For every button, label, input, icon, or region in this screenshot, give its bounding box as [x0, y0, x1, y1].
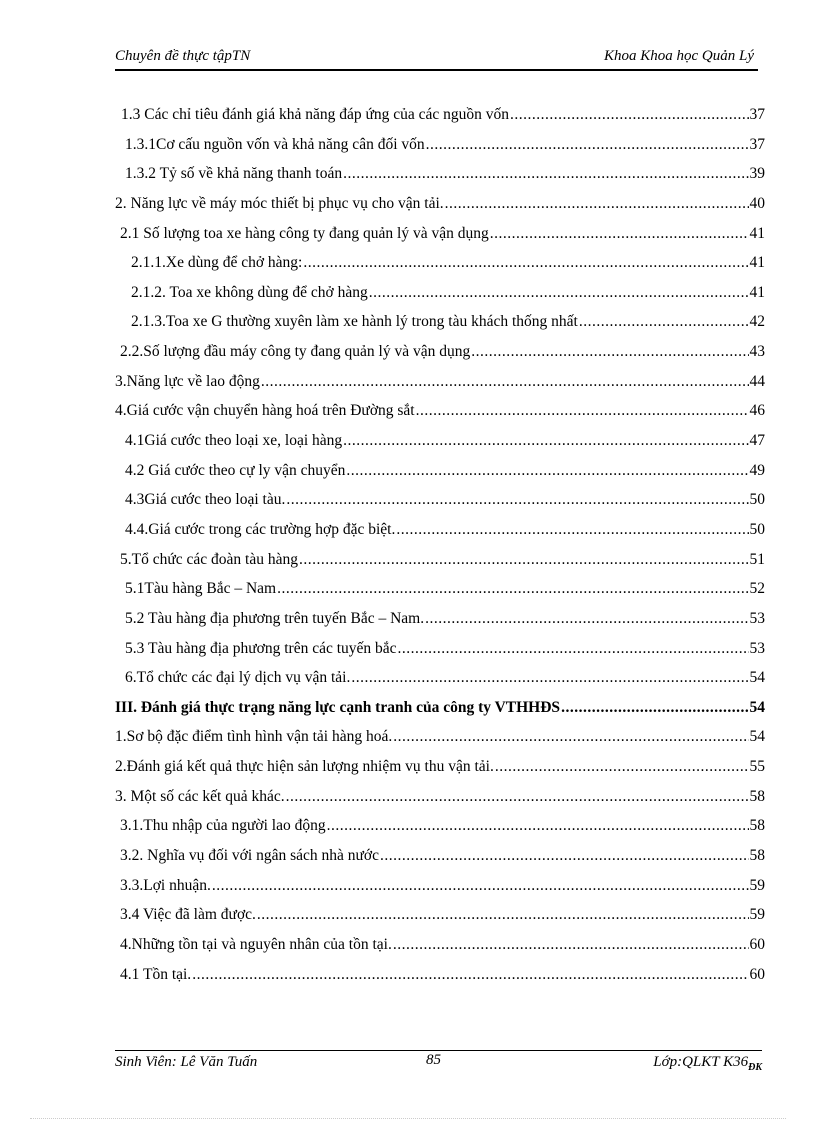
toc-entry-label: 2.Đánh giá kết quả thực hiện sản lượng nhiệm vụ thu vận tải. — [115, 758, 494, 776]
toc-entry — [115, 634, 765, 664]
toc-entry-page: 41 — [749, 254, 765, 272]
toc-entry-page: 54 — [749, 728, 765, 746]
toc-entry — [115, 367, 765, 397]
toc-leader-dots — [261, 367, 749, 397]
toc-entry-label: 4.1Giá cước theo loại xe, loại hàng — [125, 432, 343, 450]
toc-entry-label: 4.Những tồn tại và nguyên nhân của tồn tại. — [120, 935, 392, 953]
toc-entry-page: 41 — [749, 283, 765, 301]
toc-entry — [115, 100, 765, 130]
toc-entry-page: 58 — [749, 787, 765, 805]
toc-entry-label: 3.2. Nghĩa vụ đối với ngân sách nhà nước — [120, 847, 379, 865]
footer-author: Sinh Viên: Lê Văn Tuấn — [115, 1054, 258, 1070]
toc-entry — [115, 396, 765, 426]
toc-entry-label: 2.1.2. Toa xe không dùng để chở hàng — [131, 283, 368, 301]
toc-entry-label: 1.3 Các chỉ tiêu đánh giá khả năng đáp ứng của các nguồn vốn — [121, 106, 510, 123]
toc-entry-label: 2.1 Số lượng toa xe hàng công ty đang quản lý và vận dụng — [120, 224, 489, 242]
toc-entry-page: 60 — [749, 965, 765, 983]
header-right-title: Khoa Khoa học Quản Lý — [604, 48, 754, 64]
toc-entry — [115, 960, 765, 990]
toc-entry-label: 4.2 Giá cước theo cự ly vận chuyển — [125, 461, 346, 479]
toc-entry — [115, 130, 765, 160]
toc-leader-dots — [579, 307, 749, 337]
toc-entry-label: 5.Tổ chức các đoàn tàu hàng — [120, 550, 298, 568]
toc-leader-dots — [561, 693, 748, 723]
toc-leader-dots — [346, 456, 748, 486]
toc-entry — [115, 663, 765, 693]
toc-entry — [115, 693, 765, 723]
toc-entry-label: 3.3.Lợi nhuận. — [120, 876, 211, 894]
toc-leader-dots — [343, 426, 748, 456]
toc-entry-page: 41 — [749, 224, 765, 242]
toc-entry — [115, 782, 765, 812]
toc-entry — [115, 752, 765, 782]
toc-entry-page: 50 — [749, 491, 765, 509]
toc-entry — [115, 574, 765, 604]
toc-entry-page: 37 — [749, 135, 765, 153]
toc-entry — [115, 337, 765, 367]
toc-leader-dots — [490, 219, 749, 249]
toc-leader-dots — [299, 545, 749, 575]
toc-entry-label: 1.3.1Cơ cấu nguồn vốn và khả năng cân đối vốn — [125, 135, 425, 153]
toc-entry-page: 58 — [749, 817, 765, 835]
toc-entry-page: 37 — [749, 106, 765, 123]
toc-entry-page: 54 — [749, 669, 765, 687]
toc-entry-page: 60 — [749, 935, 765, 953]
toc-entry — [115, 871, 765, 901]
toc-entry-page: 40 — [749, 194, 765, 212]
toc-entry-page: 46 — [749, 402, 765, 420]
toc-entry-page: 55 — [749, 758, 765, 776]
toc-entry-label: 5.3 Tàu hàng địa phương trên các tuyến bắc — [125, 639, 397, 657]
toc-entry — [115, 248, 765, 278]
toc-entry-label: 5.1Tàu hàng Bắc – Nam — [125, 580, 277, 598]
toc-entry-label: 4.4.Giá cước trong các trường hợp đặc biệt. — [125, 520, 396, 538]
toc-leader-dots — [471, 337, 748, 367]
toc-entry-page: 49 — [749, 461, 765, 479]
toc-entry-page: 59 — [749, 906, 765, 924]
toc-leader-dots — [303, 248, 748, 278]
toc-entry-page: 43 — [749, 343, 765, 361]
toc-entry — [115, 930, 765, 960]
toc-leader-dots — [343, 159, 748, 189]
toc-entry-label: 3.4 Việc đã làm được. — [120, 906, 256, 924]
toc-entry-label: 2.1.1.Xe dùng để chở hàng: — [131, 254, 303, 272]
toc-entry-page: 50 — [749, 520, 765, 538]
toc-entry-label: 4.3Giá cước theo loại tàu. — [125, 491, 286, 509]
toc-entry — [115, 604, 765, 634]
page-header — [115, 48, 758, 70]
toc-leader-dots — [445, 189, 749, 219]
footer-class-label: Lớp:QLKT K36 — [653, 1054, 749, 1070]
toc-entry-page: 42 — [749, 313, 765, 331]
toc-entry-page: 39 — [749, 165, 765, 183]
toc-leader-dots — [416, 396, 749, 426]
toc-entry — [115, 189, 765, 219]
toc-leader-dots — [398, 634, 749, 664]
page-bottom-border — [30, 1118, 786, 1119]
toc-leader-dots — [510, 100, 748, 130]
toc-entry — [115, 219, 765, 249]
toc-entry-label: 1.3.2 Tỷ số về khả năng thanh toán — [125, 165, 343, 183]
toc-entry — [115, 811, 765, 841]
toc-leader-dots — [192, 960, 748, 990]
toc-entry-page: 52 — [749, 580, 765, 598]
toc-entry — [115, 278, 765, 308]
toc-entry — [115, 485, 765, 515]
toc-entry-label: 5.2 Tàu hàng địa phương trên tuyến Bắc – Nam. — [125, 609, 425, 627]
footer-class — [653, 1054, 762, 1073]
toc-entry — [115, 426, 765, 456]
toc-entry — [115, 456, 765, 486]
toc-leader-dots — [425, 604, 748, 634]
toc-leader-dots — [393, 722, 748, 752]
header-left-title: Chuyên đề thực tậpTN — [115, 48, 251, 64]
toc-leader-dots — [426, 130, 749, 160]
toc-leader-dots — [257, 900, 749, 930]
toc-entry-label: 2. Năng lực về máy móc thiết bị phục vụ cho vận tải. — [115, 194, 444, 212]
toc-entry — [115, 841, 765, 871]
toc-leader-dots — [351, 663, 748, 693]
toc-entry-label: 3.Năng lực về lao động — [115, 372, 260, 390]
toc-entry-label: 2.1.3.Toa xe G thường xuyên làm xe hành lý trong tàu khách thống nhất — [131, 313, 578, 331]
toc-entry-label: 3.1.Thu nhập của người lao động — [120, 817, 326, 835]
toc-entry-label: 1.Sơ bộ đặc điểm tình hình vận tải hàng hoá. — [115, 728, 393, 746]
toc-entry-page: 53 — [749, 639, 765, 657]
toc-entry — [115, 159, 765, 189]
toc-leader-dots — [286, 485, 748, 515]
toc-leader-dots — [327, 811, 749, 841]
toc-entry — [115, 307, 765, 337]
footer-page-number: 85 — [426, 1052, 441, 1068]
toc-leader-dots — [277, 574, 748, 604]
toc-entry-label: 6.Tổ chức các đại lý dịch vụ vận tải. — [125, 669, 351, 687]
toc-entry-page: 59 — [749, 876, 765, 894]
page-footer — [115, 1050, 762, 1080]
toc-leader-dots — [369, 278, 749, 308]
toc-entry-page: 58 — [749, 847, 765, 865]
toc-entry-label: 3. Một số các kết quả khác. — [115, 787, 285, 805]
toc-entry-label: 2.2.Số lượng đầu máy công ty đang quản lý và vận dụng — [120, 343, 471, 361]
toc-leader-dots — [495, 752, 749, 782]
toc-entry — [115, 900, 765, 930]
toc-entry — [115, 545, 765, 575]
footer-class-sub: ĐK — [748, 1062, 762, 1073]
toc-entry-label: 4.Giá cước vận chuyển hàng hoá trên Đường sắt — [115, 402, 415, 420]
toc-entry — [115, 722, 765, 752]
toc-entry-label: III. Đánh giá thực trạng năng lực cạnh tranh của công ty VTHHĐS — [115, 698, 561, 716]
toc-entry-page: 51 — [749, 550, 765, 568]
toc-entry-page: 44 — [749, 372, 765, 390]
toc-entry — [115, 515, 765, 545]
header-rule — [115, 69, 758, 71]
toc-leader-dots — [212, 871, 749, 901]
table-of-contents — [115, 100, 765, 989]
toc-entry-label: 4.1 Tồn tại. — [120, 965, 192, 983]
toc-leader-dots — [393, 930, 749, 960]
toc-leader-dots — [396, 515, 748, 545]
toc-leader-dots — [286, 782, 749, 812]
footer-rule — [115, 1050, 762, 1051]
toc-entry-page: 53 — [749, 609, 765, 627]
toc-leader-dots — [380, 841, 749, 871]
toc-entry-page: 54 — [749, 698, 765, 716]
toc-entry-page: 47 — [749, 432, 765, 450]
